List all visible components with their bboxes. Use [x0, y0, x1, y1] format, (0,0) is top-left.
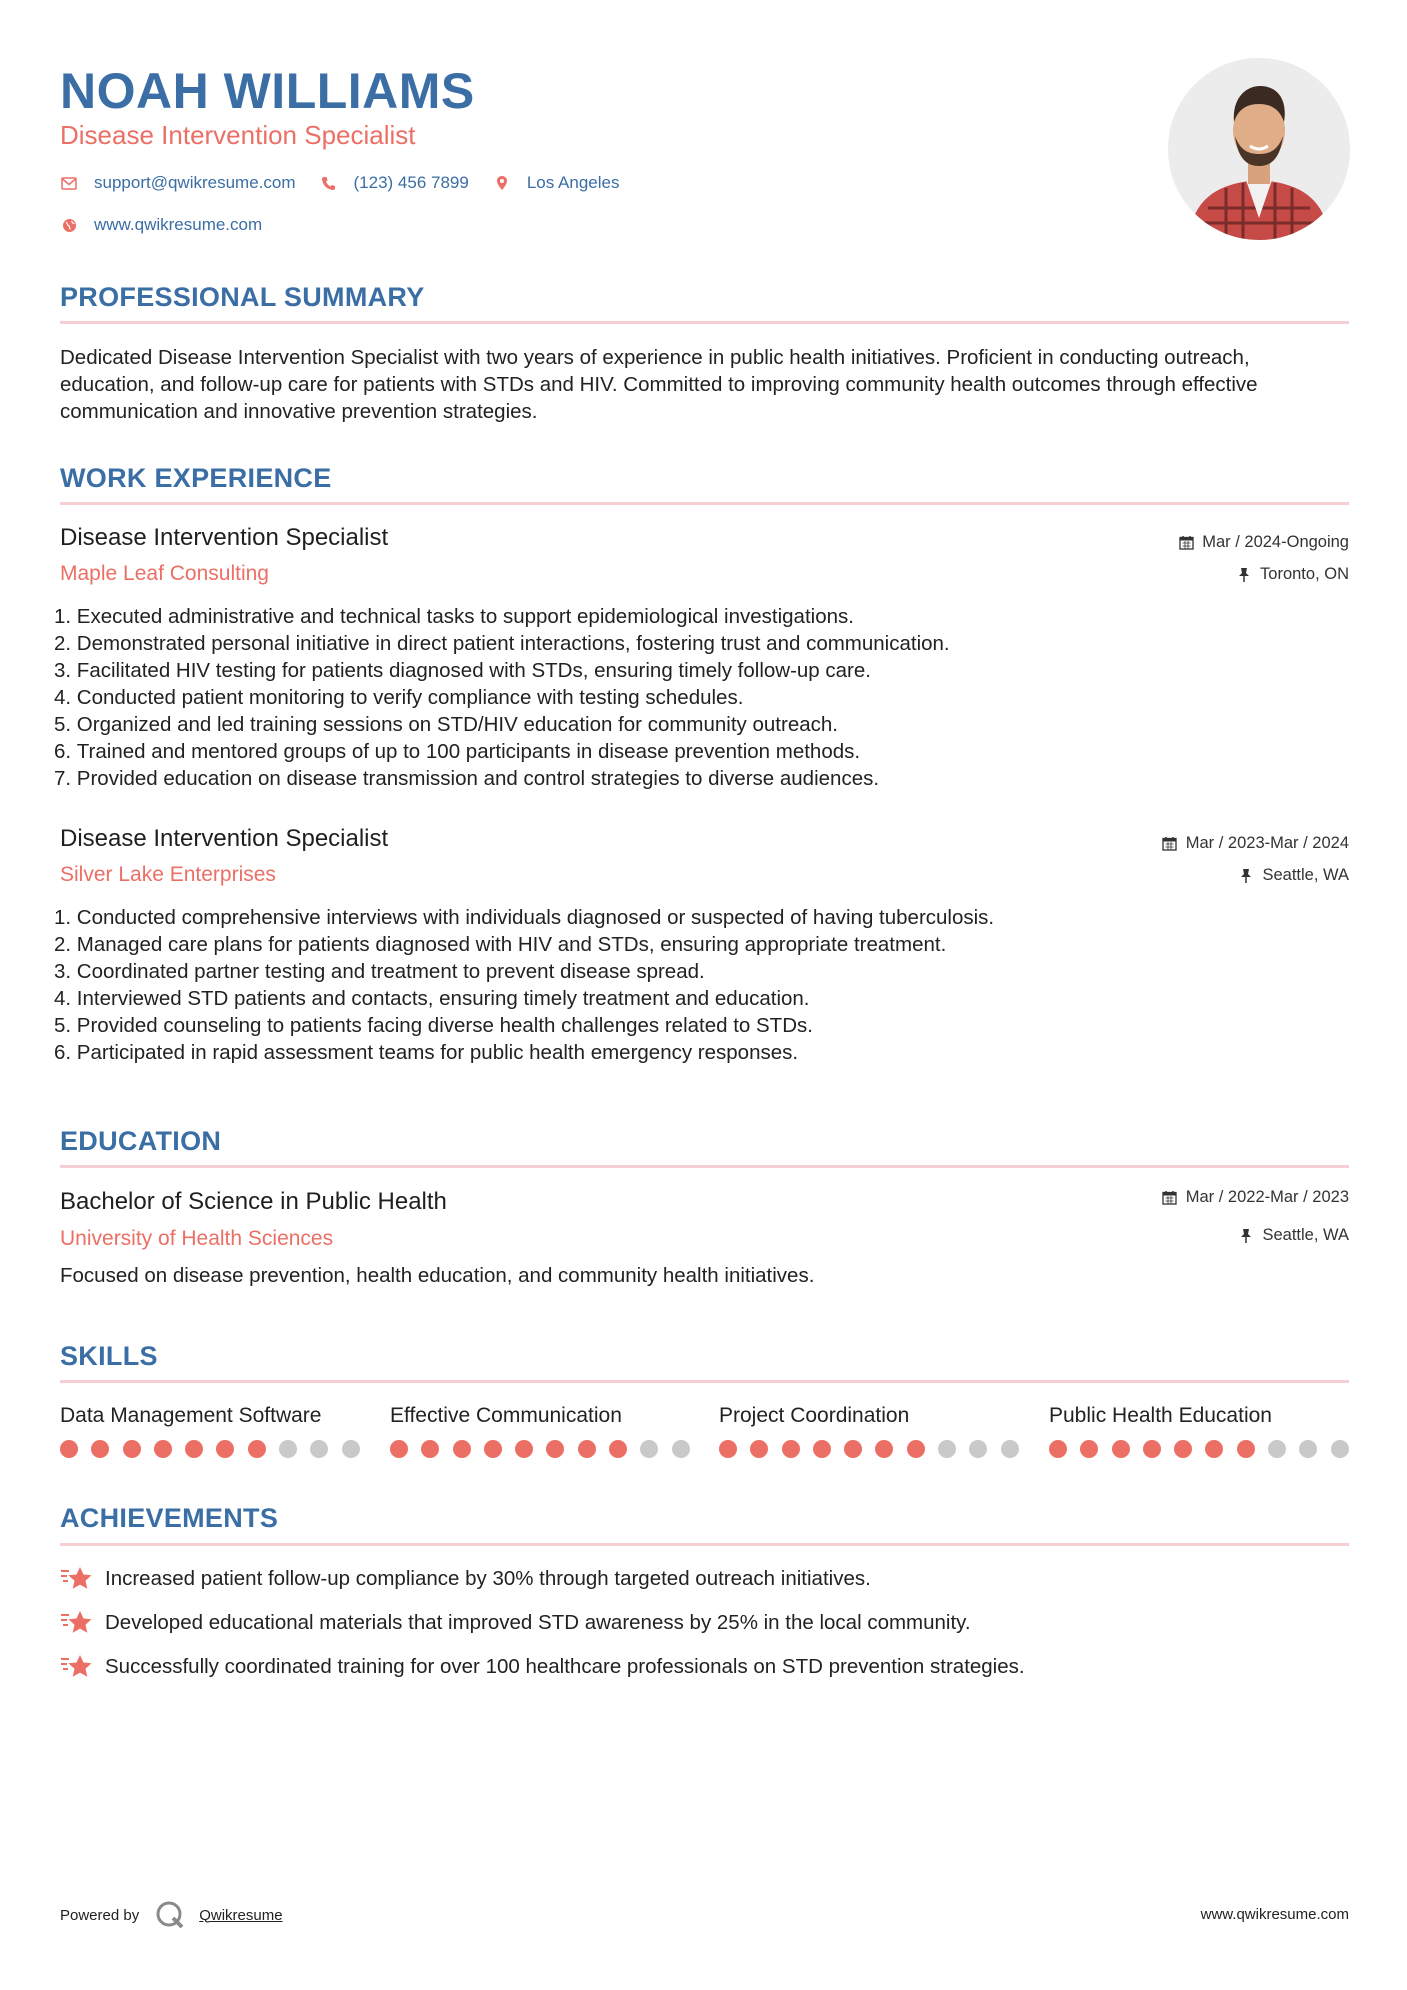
duty-item: 4. Conducted patient monitoring to verify compliance with testing schedules.	[54, 686, 744, 709]
job-title: Disease Intervention Specialist	[60, 524, 389, 551]
achievement-item	[60, 1653, 1025, 1681]
rating-dot-filled	[154, 1440, 172, 1458]
duty-item: 7. Provided education on disease transmission and control strategies to diverse audiences.	[54, 767, 880, 790]
summary-text: Dedicated Disease Intervention Specialist with two years of experience in public health initiatives. Proficient in conducting outreach, education, and follow-up care for patients with STDs and HIV. Committed to improving community health outcomes through effective communication and innovative prevention strategies.	[60, 346, 1258, 423]
experience-heading: WORK EXPERIENCE	[60, 463, 332, 493]
rating-dot-filled	[813, 1440, 831, 1458]
rating-dot-empty	[1299, 1440, 1317, 1458]
pushpin-icon	[1236, 567, 1252, 583]
globe-icon	[60, 216, 78, 234]
phone-icon	[320, 174, 338, 192]
star-icon	[60, 1609, 94, 1637]
phone-text: (123) 456 7899	[353, 173, 469, 192]
rating-dot-empty	[1331, 1440, 1349, 1458]
pushpin-icon	[1238, 868, 1254, 884]
skill-item	[60, 1404, 360, 1428]
school-name: University of Health Sciences	[60, 1227, 334, 1250]
skill-item	[390, 1404, 690, 1428]
duty-item: 6. Trained and mentored groups of up to 100 participants in disease prevention methods.	[54, 740, 861, 763]
duty-item: 2. Managed care plans for patients diagnosed with HIV and STDs, ensuring appropriate treatment.	[54, 933, 947, 956]
skill-rating	[60, 1440, 373, 1458]
rating-dot-filled	[185, 1440, 203, 1458]
skill-name: Project Coordination	[719, 1404, 910, 1427]
website-text[interactable]: www.qwikresume.com	[94, 215, 263, 234]
job-dates	[1178, 533, 1349, 552]
rating-dot-filled	[453, 1440, 471, 1458]
achievement-item	[60, 1565, 871, 1593]
rating-dot-filled	[750, 1440, 768, 1458]
footer-url[interactable]: www.qwikresume.com	[1200, 1906, 1349, 1923]
education-dates	[1162, 1188, 1349, 1207]
rating-dot-filled	[609, 1440, 627, 1458]
skill-name: Effective Communication	[390, 1404, 622, 1427]
duty-item: 3. Coordinated partner testing and treatment to prevent disease spread.	[54, 960, 705, 983]
resume-page	[54, 0, 1349, 1990]
section-divider	[60, 1380, 1349, 1383]
summary-heading: PROFESSIONAL SUMMARY	[60, 282, 425, 312]
rating-dot-filled	[216, 1440, 234, 1458]
skill-name: Data Management Software	[60, 1404, 322, 1427]
skill-rating	[1049, 1440, 1362, 1458]
skill-item	[719, 1404, 1019, 1428]
job-dates-text: Mar / 2024-Ongoing	[1202, 533, 1349, 551]
job-dates-text: Mar / 2023-Mar / 2024	[1185, 834, 1349, 852]
rating-dot-filled	[91, 1440, 109, 1458]
rating-dot-filled	[60, 1440, 78, 1458]
rating-dot-filled	[1143, 1440, 1161, 1458]
calendar-icon	[1162, 1190, 1178, 1206]
calendar-icon	[1178, 535, 1194, 551]
rating-dot-empty	[938, 1440, 956, 1458]
job-location-text: Toronto, ON	[1260, 565, 1349, 583]
duty-item: 1. Executed administrative and technical tasks to support epidemiological investigations.	[54, 605, 854, 628]
profile-photo-illustration	[1168, 58, 1350, 240]
rating-dot-filled	[1112, 1440, 1130, 1458]
skill-item	[1049, 1404, 1349, 1428]
education-location-text: Seattle, WA	[1262, 1226, 1349, 1244]
rating-dot-filled	[719, 1440, 737, 1458]
section-divider	[60, 1165, 1349, 1168]
rating-dot-filled	[421, 1440, 439, 1458]
rating-dot-filled	[1174, 1440, 1192, 1458]
rating-dot-filled	[1237, 1440, 1255, 1458]
rating-dot-filled	[782, 1440, 800, 1458]
duty-item: 5. Organized and led training sessions on STD/HIV education for community outreach.	[54, 713, 838, 736]
website-row	[60, 215, 286, 235]
location-text: Los Angeles	[526, 173, 620, 192]
footer-powered-by	[60, 1900, 283, 1930]
company-name: Silver Lake Enterprises	[60, 863, 276, 886]
rating-dot-filled	[1080, 1440, 1098, 1458]
degree-title: Bachelor of Science in Public Health	[60, 1188, 447, 1215]
section-divider	[60, 502, 1349, 505]
duty-item: 4. Interviewed STD patients and contacts, ensuring timely treatment and education.	[54, 987, 810, 1010]
website-contact[interactable]	[60, 215, 262, 235]
rating-dot-filled	[1049, 1440, 1067, 1458]
skill-name: Public Health Education	[1049, 1404, 1272, 1427]
education-description: Focused on disease prevention, health education, and community health initiatives.	[60, 1264, 815, 1287]
profile-photo	[1168, 58, 1350, 240]
education-heading: EDUCATION	[60, 1126, 222, 1156]
rating-dot-filled	[390, 1440, 408, 1458]
duty-item: 1. Conducted comprehensive interviews with individuals diagnosed or suspected of having tuberculosis.	[54, 906, 995, 929]
rating-dot-empty	[1268, 1440, 1286, 1458]
map-pin-icon	[493, 174, 511, 192]
achievement-item	[60, 1609, 971, 1637]
job-location-text: Seattle, WA	[1262, 866, 1349, 884]
rating-dot-filled	[546, 1440, 564, 1458]
job-title: Disease Intervention Specialist	[60, 825, 389, 852]
achievements-heading: ACHIEVEMENTS	[60, 1503, 279, 1533]
candidate-name: NOAH WILLIAMS	[60, 63, 475, 119]
duty-item: 6. Participated in rapid assessment teams for public health emergency responses.	[54, 1041, 799, 1064]
rating-dot-empty	[672, 1440, 690, 1458]
rating-dot-filled	[484, 1440, 502, 1458]
rating-dot-empty	[1001, 1440, 1019, 1458]
calendar-icon	[1162, 836, 1178, 852]
duty-item: 3. Facilitated HIV testing for patients diagnosed with STDs, ensuring timely follow-up care.	[54, 659, 871, 682]
skill-rating	[719, 1440, 1032, 1458]
rating-dot-filled	[1205, 1440, 1223, 1458]
company-name: Maple Leaf Consulting	[60, 562, 269, 585]
job-location	[1238, 866, 1349, 885]
rating-dot-empty	[310, 1440, 328, 1458]
star-icon	[60, 1565, 94, 1593]
location-contact	[493, 173, 620, 193]
mail-icon	[60, 174, 78, 192]
contact-row	[60, 173, 643, 193]
candidate-role: Disease Intervention Specialist	[60, 120, 416, 150]
skills-heading: SKILLS	[60, 1341, 158, 1371]
phone-contact[interactable]	[320, 173, 469, 193]
section-divider	[60, 321, 1349, 324]
rating-dot-empty	[279, 1440, 297, 1458]
job-duties	[54, 603, 1349, 792]
brand-link[interactable]: Qwikresume	[199, 1906, 283, 1924]
rating-dot-empty	[969, 1440, 987, 1458]
section-divider	[60, 1543, 1349, 1546]
job-dates	[1162, 834, 1349, 853]
achievement-text: Increased patient follow-up compliance by 30% through targeted outreach initiatives.	[105, 1567, 871, 1590]
rating-dot-filled	[578, 1440, 596, 1458]
duty-item: 2. Demonstrated personal initiative in direct patient interactions, fostering trust and communication.	[54, 632, 950, 655]
rating-dot-filled	[875, 1440, 893, 1458]
job-duties	[54, 904, 1349, 1066]
achievement-text: Developed educational materials that improved STD awareness by 25% in the local community.	[105, 1611, 971, 1634]
rating-dot-filled	[907, 1440, 925, 1458]
education-location	[1238, 1226, 1349, 1245]
rating-dot-empty	[640, 1440, 658, 1458]
education-dates-text: Mar / 2022-Mar / 2023	[1185, 1188, 1349, 1206]
job-location	[1236, 565, 1349, 584]
achievement-text: Successfully coordinated training for over 100 healthcare professionals on STD prevention strategies.	[105, 1655, 1025, 1678]
rating-dot-filled	[123, 1440, 141, 1458]
rating-dot-empty	[342, 1440, 360, 1458]
star-icon	[60, 1653, 94, 1681]
powered-by-label: Powered by	[60, 1906, 140, 1924]
rating-dot-filled	[515, 1440, 533, 1458]
duty-item: 5. Provided counseling to patients facing diverse health challenges related to STDs.	[54, 1014, 813, 1037]
email-text[interactable]: support@qwikresume.com	[94, 173, 296, 192]
email-contact[interactable]	[60, 173, 296, 193]
pushpin-icon	[1238, 1228, 1254, 1244]
rating-dot-filled	[248, 1440, 266, 1458]
skill-rating	[390, 1440, 703, 1458]
qwikresume-logo-icon	[155, 1900, 185, 1930]
rating-dot-filled	[844, 1440, 862, 1458]
